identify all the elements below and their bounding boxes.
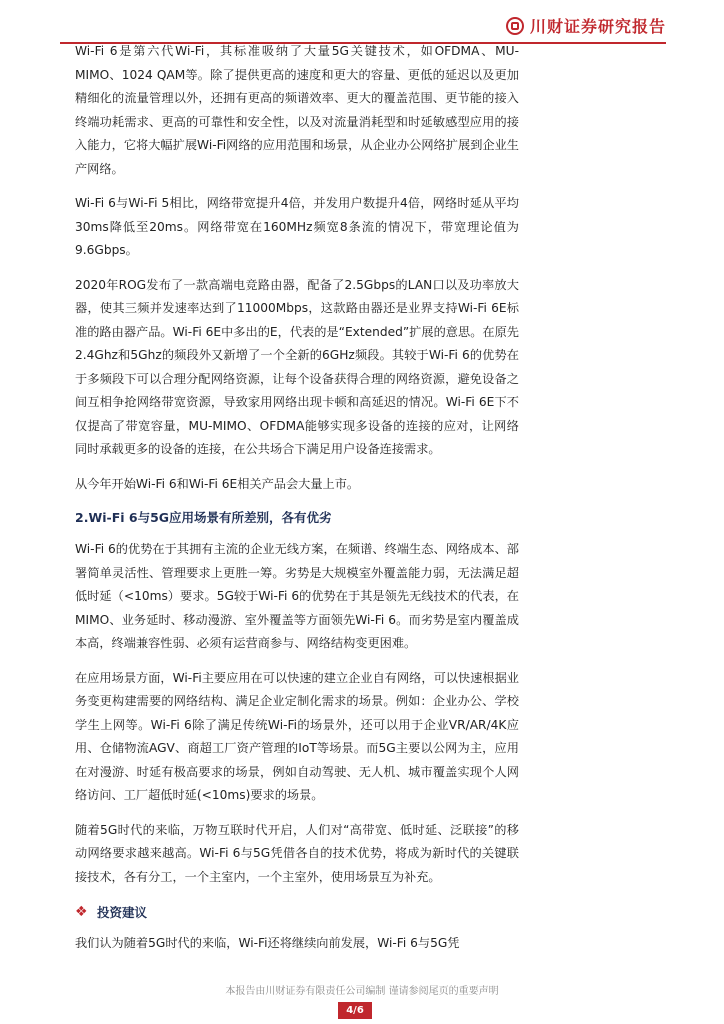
paragraph-market-launch: 从今年开始Wi-Fi 6和Wi-Fi 6E相关产品会大量上市。 [75, 476, 360, 491]
paragraph-rog-router: 2020年ROG发布了一款高端电竞路由器，配备了2.5Gbps的LAN口以及功率放大器，使其三频并发速率达到了11000Mbps，这款路由器还是业界支持Wi-Fi 6E标准的路由器产品。Wi-Fi 6E中多出的E，代表的是“Extended”扩展的意思。在原先2.4Ghz和5Ghz的频段外又新增了一个全新的6GHz频段。其较于Wi-Fi 6的优势在于多频段下可以合理分配网络资源，让每个设备获得合理的网络资源，避免设备之间互相争抢网络带宽资源，导致家用网络出现卡顿和高延迟的情况。Wi-Fi 6E下不仅提高了带宽容量，MU-MIMO、OFDMA能够实现多设备的连接的应对，让网络同时承载更多的设备的连接，在公共场合下满足用户设备连接需求。 [75, 277, 519, 456]
paragraph-5g-era: 随着5G时代的来临，万物互联时代开启，人们对“高带宽、低时延、泛联接”的移动网络要求越来越高。Wi-Fi 6与5G凭借各自的技术优势，将成为新时代的关键联接技术，各有分工，一个主室内，一个主室外，使用场景互为补充。 [75, 822, 519, 884]
brand [506, 14, 666, 37]
investment-advice-heading [75, 900, 519, 924]
paragraph-wifi6-intro: Wi-Fi 6是第六代Wi-Fi，其标准吸纳了大量5G关键技术，如OFDMA、MU-MIMO、1024 QAM等。除了提供更高的速度和更大的容量、更低的延迟以及更加精细化的流量管理以外，还拥有更高的频谱效率、更大的覆盖范围、更节能的接入终端功耗需求、更高的可靠性和安全性，以及对流量消耗型和时延敏感型应用的接入能力，它将大幅扩展Wi-Fi网络的应用范围和场景，从企业办公网络扩展到企业生产网络。 [75, 44, 519, 176]
section-heading: 2.Wi-Fi 6与5G应用场景有所差别，各有优劣 [75, 510, 332, 525]
brand-name: 川财证券研究报告 [529, 17, 666, 36]
paragraph-investment-advice: 我们认为随着5G时代的来临，Wi-Fi还将继续向前发展，Wi-Fi 6与5G凭 [75, 936, 460, 950]
paragraph-application-scenarios: 在应用场景方面，Wi-Fi主要应用在可以快速的建立企业自有网络，可以快速根据业务变更构建需要的网络结构、满足企业定制化需求的场景。例如：企业办公、学校学生上网等。Wi-Fi 6除了满足传统Wi-Fi的场景外，还可以用于企业VR/AR/4K应用、仓储物流AGV、商超工厂资产管理的IoT等场景。而5G主要以公网为主，应用在对漫游、时延有极高要求的场景，例如自动驾驶、无人机、城市覆盖实现个人网络访问、工厂超低时延(<10ms)要求的场景。 [75, 670, 519, 802]
bullet-heading-text: 投资建议 [97, 905, 148, 920]
paragraph-wifi6-vs-wifi5: Wi-Fi 6与Wi-Fi 5相比，网络带宽提升4倍，并发用户数提升4倍，网络时延从平均30ms降低至20ms。网络带宽在160MHz频宽8条流的情况下，带宽理论值为9.6Gbps。 [75, 196, 519, 257]
footer-disclaimer: 本报告由川财证券有限责任公司编制 谨请参阅尾页的重要声明 [225, 986, 499, 997]
report-body [75, 40, 519, 967]
brand-logo-icon [506, 17, 524, 35]
paragraph-pros-cons: Wi-Fi 6的优势在于其拥有主流的企业无线方案，在频谱、终端生态、网络成本、部署简单灵活性、管理要求上更胜一筹。劣势是大规模室外覆盖能力弱，无法满足超低时延（<10ms）要求。5G较于Wi-Fi 6的优势在于其是领先无线技术的代表，在MIMO、业务延时、移动漫游、室外覆盖等方面领先Wi-Fi 6。而劣势是室内覆盖成本高，终端兼容性弱、必须有运营商参与、网络结构变更困难。 [75, 542, 519, 650]
page-number: 4/6 [338, 1002, 372, 1019]
diamond-bullet-icon: ❖ [75, 904, 88, 920]
